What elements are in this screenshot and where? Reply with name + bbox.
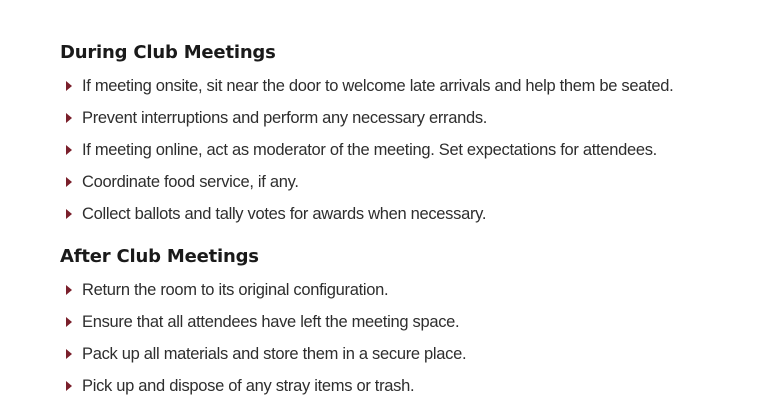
triangle-right-icon	[66, 317, 72, 327]
list-item-text: Collect ballots and tally votes for awards when necessary.	[82, 204, 487, 223]
list-item	[60, 338, 768, 370]
list-item	[60, 166, 768, 198]
list-item-text: Pick up and dispose of any stray items or trash.	[82, 376, 415, 395]
triangle-right-icon	[66, 177, 72, 187]
triangle-right-icon	[66, 349, 72, 359]
list-item-text: Coordinate food service, if any.	[82, 172, 299, 191]
list-item	[60, 134, 768, 166]
list-item	[60, 70, 768, 102]
bullet-list	[60, 70, 768, 230]
list-item	[60, 198, 768, 230]
list-item	[60, 274, 768, 306]
list-item-text: Pack up all materials and store them in a secure place.	[82, 344, 467, 363]
bullet-list	[60, 274, 768, 402]
triangle-right-icon	[66, 209, 72, 219]
list-item	[60, 370, 768, 402]
during-meetings-section	[60, 40, 768, 230]
triangle-right-icon	[66, 81, 72, 91]
list-item-text: Ensure that all attendees have left the meeting space.	[82, 312, 460, 331]
list-item-text: If meeting onsite, sit near the door to welcome late arrivals and help them be seated.	[82, 76, 674, 95]
section-heading: After Club Meetings	[60, 246, 259, 267]
triangle-right-icon	[66, 285, 72, 295]
list-item-text: Return the room to its original configuration.	[82, 280, 389, 299]
list-item	[60, 306, 768, 338]
triangle-right-icon	[66, 145, 72, 155]
list-item-text: Prevent interruptions and perform any necessary errands.	[82, 108, 488, 127]
triangle-right-icon	[66, 381, 72, 391]
list-item	[60, 102, 768, 134]
list-item-text: If meeting online, act as moderator of the meeting. Set expectations for attendees.	[82, 140, 657, 159]
after-meetings-section	[60, 244, 768, 402]
triangle-right-icon	[66, 113, 72, 123]
section-heading: During Club Meetings	[60, 42, 276, 63]
